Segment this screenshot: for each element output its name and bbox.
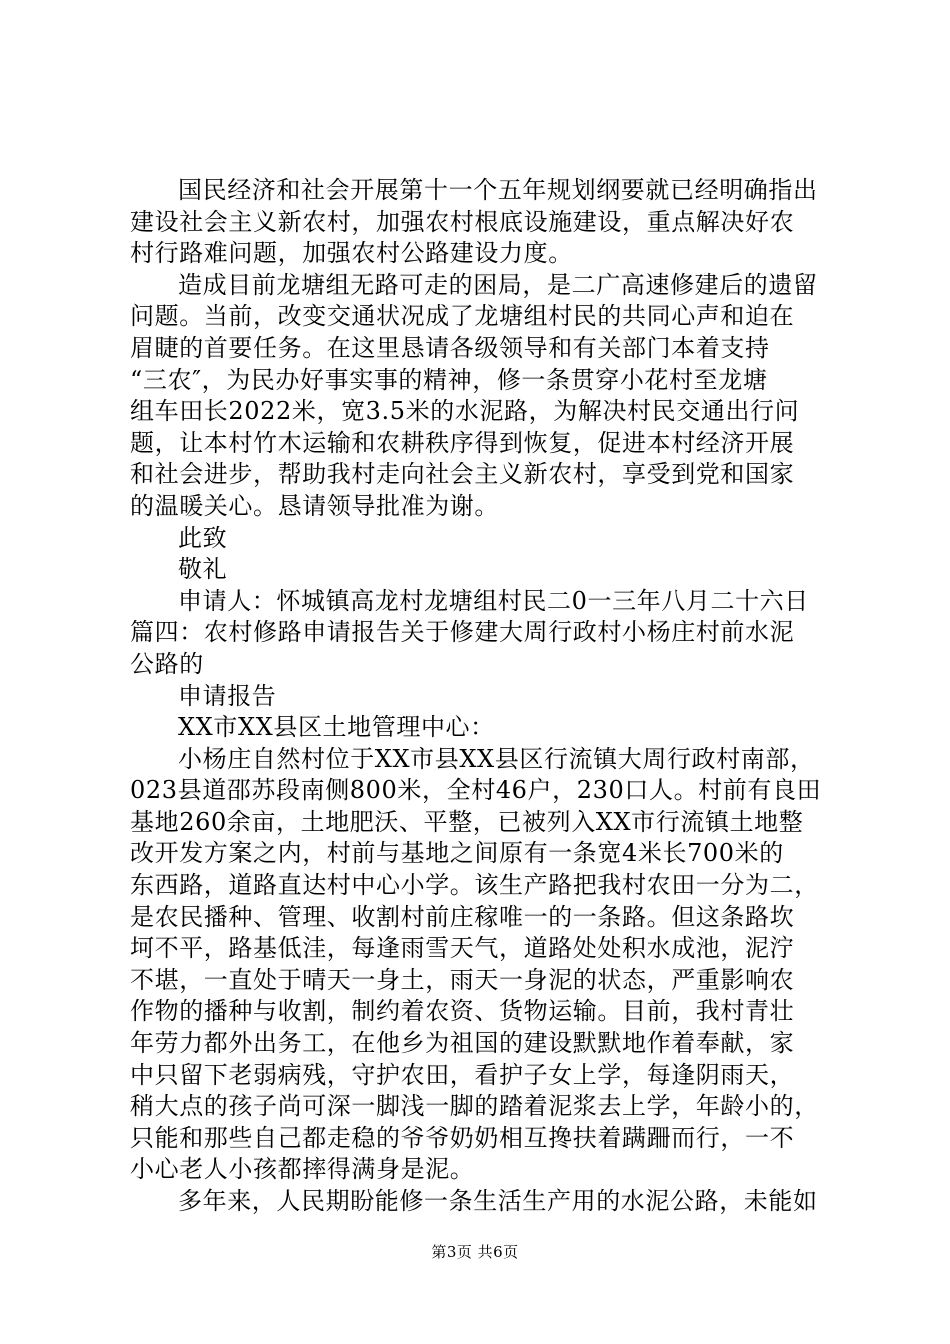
text-line: 基地260余亩，土地肥沃、平整，已被列入XX市行流镇土地整 [130,807,804,836]
text-line: “三农″，为民办好事实事的精神，修一条贯穿小花村至龙塘 [130,365,768,394]
text-line: 小心老人小孩都摔得满身是泥。 [130,1155,475,1184]
text-line: 眉睫的首要任务。在这里恳请各级领导和有关部门本着支持 [130,333,770,362]
text-line: 篇四：农村修路申请报告关于修建大周行政村小杨庄村前水泥 [130,618,795,647]
text-line: 不堪，一直处于晴天一身土，雨天一身泥的状态，严重影响农 [130,965,795,994]
text-line: 坷不平，路基低洼，每逢雨雪天气，道路处处积水成池，泥泞 [130,934,795,963]
text-line: 的温暖关心。恳请领导批准为谢。 [130,491,499,520]
text-line: 多年来，人民期盼能修一条生活生产用的水泥公路，未能如 [178,1187,818,1215]
text-line: 申请报告 [178,681,277,710]
text-line: 国民经济和社会开展第十一个五年规划纲要就已经明确指出 [178,176,818,204]
text-line: 中只留下老弱病残，守护农田，看护子女上学，每逢阴雨天， [130,1060,795,1089]
page-footer: 第3页 共6页 [431,1243,519,1261]
text-line: 改开发方案之内，村前与基地之间原有一条宽4米长700米的 [130,839,784,868]
text-line: 组车田长2022米，宽3.5米的水泥路，为解决村民交通出行问 [130,397,800,426]
text-line: 东西路，道路直达村中心小学。该生产路把我村农田一分为二， [130,871,819,900]
text-line: 小杨庄自然村位于XX市县XX县区行流镇大周行政村南部， [178,744,815,773]
text-line: 题，让本村竹木运输和农耕秩序得到恢复，促进本村经济开展 [130,428,795,457]
text-line: 稍大点的孩子尚可深一脚浅一脚的踏着泥浆去上学，年龄小的， [130,1092,819,1121]
text-line: 建设社会主义新农村，加强农村根底设施建设，重点解决好农 [130,207,795,236]
text-line: 023县道邵苏段南侧800米，全村46户，230口人。村前有良田 [130,776,822,805]
text-line: 只能和那些自己都走稳的爷爷奶奶相互搀扶着蹒跚而行，一不 [130,1123,795,1152]
text-line: 是农民播种、管理、收割村前庄稼唯一的一条路。但这条路坎 [130,902,795,931]
text-line: 申请人：怀城镇高龙村龙塘组村民二0一三年八月二十六日 [178,586,809,615]
text-line: 敬礼 [178,555,228,584]
text-line: 年劳力都外出务工，在他乡为祖国的建设默默地作着奉献，家 [130,1029,795,1058]
text-line: 公路的 [130,649,204,678]
text-line: 村行路难问题，加强农村公路建设力度。 [130,239,573,268]
text-line: 造成目前龙塘组无路可走的困局，是二广高速修建后的遗留 [178,270,818,299]
document-body [130,175,830,1218]
text-line: 此致 [178,523,228,552]
text-line: XX市XX县区土地管理中心： [178,713,495,742]
text-line: 问题。当前，改变交通状况成了龙塘组村民的共同心声和迫在 [130,302,795,331]
text-line: 作物的播种与收割，制约着农资、货物运输。目前，我村青壮 [130,997,795,1026]
text-line: 和社会进步，帮助我村走向社会主义新农村，享受到党和国家 [130,460,795,489]
